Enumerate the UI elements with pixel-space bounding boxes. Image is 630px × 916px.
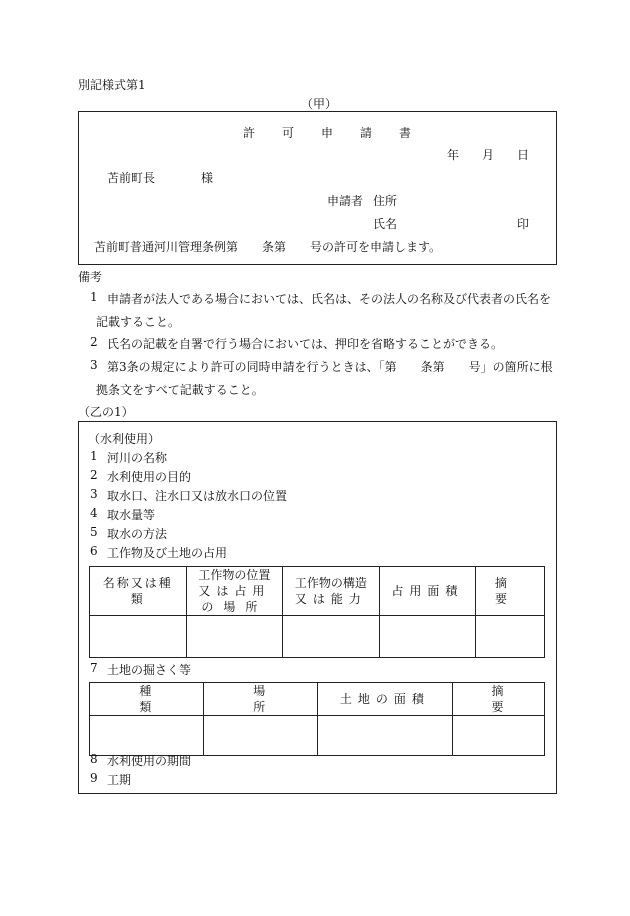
item-text: 取水量等: [107, 508, 156, 522]
table-header: 場所: [203, 683, 317, 716]
table-header: 種類: [90, 683, 204, 716]
note-number: 3: [90, 358, 98, 372]
item-text: 取水口、注水口又は放水口の位置: [107, 489, 288, 503]
table-cell[interactable]: [476, 616, 545, 658]
table-cell[interactable]: [453, 716, 545, 756]
addressee: 苫前町長: [107, 171, 156, 185]
table-row: [90, 616, 545, 658]
date-month: 月: [482, 148, 495, 162]
item-number: 2: [90, 468, 98, 482]
item-number: 1: [90, 449, 98, 463]
address-label: 住所: [373, 194, 398, 208]
item-number: 6: [90, 544, 98, 558]
item-text: 河川の名称: [107, 451, 168, 465]
table-header: 名称又は種類: [90, 567, 187, 616]
table-header: 土地の面積: [317, 683, 452, 716]
table-cell[interactable]: [186, 616, 283, 658]
date-day: 日: [517, 148, 530, 162]
form-number: 別記様式第1: [78, 78, 146, 92]
seal-label: 印: [517, 217, 530, 231]
application-title: 許 可 申 請 書: [243, 126, 413, 140]
date-year: 年: [447, 148, 460, 162]
item-text: 取水の方法: [107, 527, 168, 541]
item-number: 8: [90, 752, 98, 766]
table-cell[interactable]: [90, 716, 204, 756]
table-header: 摘要: [476, 567, 545, 616]
item-text: 水利使用の期間: [107, 754, 192, 768]
item-text: 工期: [107, 773, 132, 787]
application-statement: 苫前町普通河川管理条例第 条第 号の許可を申請します。: [94, 240, 442, 254]
note-text: 拠条文をすべて記載すること。: [96, 383, 264, 397]
note-text: 第3条の規定により許可の同時申請を行うときは、「第 条第 号」の箇所に根: [107, 360, 553, 374]
table-header: 工作物の構造 又は能力: [283, 567, 380, 616]
table-header: 工作物の位置 又は占用 の場所: [186, 567, 283, 616]
item-text: 水利使用の目的: [107, 470, 192, 484]
table-cell[interactable]: [317, 716, 452, 756]
notes-heading: 備考: [78, 270, 103, 284]
item-number: 3: [90, 487, 98, 501]
item-number: 7: [90, 661, 98, 675]
table-cell[interactable]: [283, 616, 380, 658]
item-number: 4: [90, 506, 98, 520]
name-label: 氏名: [373, 217, 398, 231]
applicant-label: 申請者: [327, 194, 364, 208]
addressee-suffix: 様: [201, 171, 214, 185]
item-text: 工作物及び土地の占用: [107, 546, 228, 560]
item-number: 9: [90, 771, 98, 785]
table-cell[interactable]: [90, 616, 187, 658]
otsu-category: （水利使用）: [88, 432, 161, 446]
part-otsu-label: （乙の1）: [78, 405, 134, 419]
item-number: 5: [90, 525, 98, 539]
item-text: 土地の掘さく等: [107, 663, 192, 677]
part-kou-label: （甲）: [301, 97, 338, 111]
table-header: 占用面積: [379, 567, 476, 616]
note-number: 1: [90, 290, 98, 304]
note-number: 2: [90, 335, 98, 349]
note-text: 記載すること。: [96, 315, 181, 329]
table-cell[interactable]: [203, 716, 317, 756]
table-row: [90, 716, 545, 756]
excavation-table: [89, 682, 545, 756]
table-header: 摘要: [453, 683, 545, 716]
note-text: 申請者が法人である場合においては、氏名は、その法人の名称及び代表者の氏名を: [107, 292, 552, 306]
note-text: 氏名の記載を自署で行う場合においては、押印を省略することができる。: [107, 337, 504, 351]
table-cell[interactable]: [379, 616, 476, 658]
occupancy-table: [89, 566, 545, 658]
